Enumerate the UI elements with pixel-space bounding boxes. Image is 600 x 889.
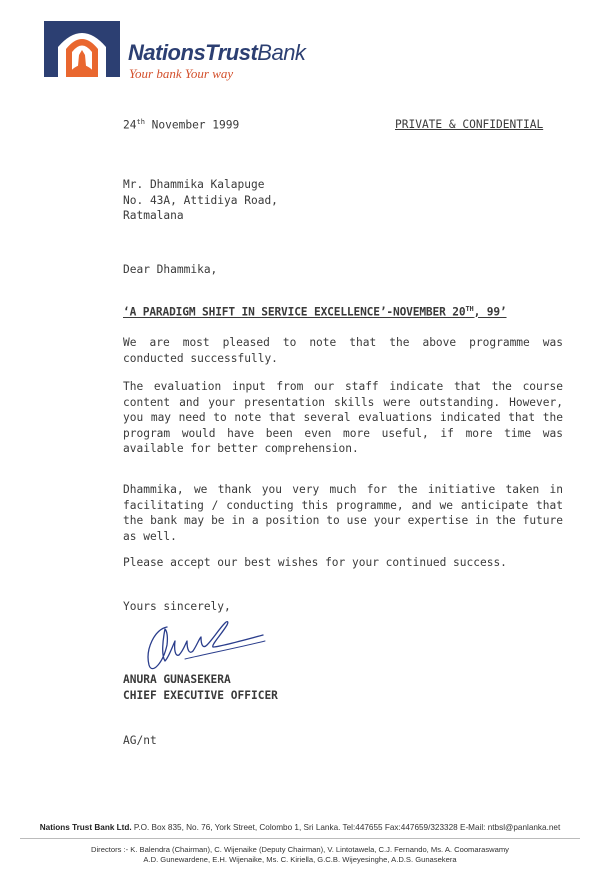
subject-end: , 99’ xyxy=(473,305,507,319)
date-day: 24 xyxy=(123,118,137,132)
date-suffix: th xyxy=(136,118,145,126)
date-rest: November 1999 xyxy=(144,118,240,132)
footer-address: P.O. Box 835, No. 76, York Street, Colombo 1, Sri Lanka. Tel:447655 Fax:447659/323328 E-Mail: ntbsl@panlanka.net xyxy=(131,823,561,832)
body-paragraph: Dhammika, we thank you very much for the initiative taken in facilitating / conducting this programme, and we anticipate that the bank may be in a position to use your expertise in the future as well. xyxy=(123,483,563,543)
directors-line: A.D. Gunewardene, E.H. Wijenaike, Ms. C. Kiriella, G.C.B. Wijeyesinghe, A.D.S. Gunasekera xyxy=(143,855,457,864)
body-paragraph: The evaluation input from our staff indicate that the course content and your presentation skills were outstanding. However, you may need to note that several evaluations indicated that the program would have been even more useful, if more time was available for better comprehension. xyxy=(123,380,563,455)
bank-logo-icon xyxy=(44,21,120,77)
footer-directors xyxy=(0,845,600,865)
signer-name: ANURA GUNASEKERA xyxy=(123,673,231,686)
bank-tagline: Your bank Your way xyxy=(129,66,234,81)
footer-company: Nations Trust Bank Ltd. xyxy=(39,823,132,832)
address-line: No. 43A, Attidiya Road, xyxy=(123,193,278,207)
letter-date xyxy=(123,118,239,132)
subject-sup: TH xyxy=(465,305,474,313)
confidential-label: PRIVATE & CONFIDENTIAL xyxy=(395,118,544,131)
handwritten-signature xyxy=(141,615,269,677)
bank-name-light: Bank xyxy=(257,40,306,65)
signer-title: CHIEF EXECUTIVE OFFICER xyxy=(123,688,278,702)
body-paragraph: Please accept our best wishes for your continued success. xyxy=(123,556,507,569)
address-line: Ratmalana xyxy=(123,209,184,222)
directors-line: Directors :- K. Balendra (Chairman), C. Wijenaike (Deputy Chairman), V. Lintotawela, C.J. Fernando, Ms. A. Coomaraswamy xyxy=(91,845,509,854)
address-line: Mr. Dhammika Kalapuge xyxy=(123,178,265,191)
bank-name xyxy=(128,40,305,66)
body-paragraph: We are most pleased to note that the above programme was conducted successfully. xyxy=(123,336,563,365)
closing: Yours sincerely, xyxy=(123,600,231,613)
footer-contact xyxy=(0,823,600,832)
reference-initials: AG/nt xyxy=(123,734,157,747)
salutation: Dear Dhammika, xyxy=(123,263,218,276)
signer-block xyxy=(123,672,278,703)
recipient-address xyxy=(123,177,278,224)
bank-name-bold: NationsTrust xyxy=(128,40,258,65)
subject-main: ‘A PARADIGM SHIFT IN SERVICE EXCELLENCE’-NOVEMBER 20 xyxy=(123,305,466,319)
subject-line xyxy=(123,305,507,319)
footer-divider xyxy=(20,838,580,839)
